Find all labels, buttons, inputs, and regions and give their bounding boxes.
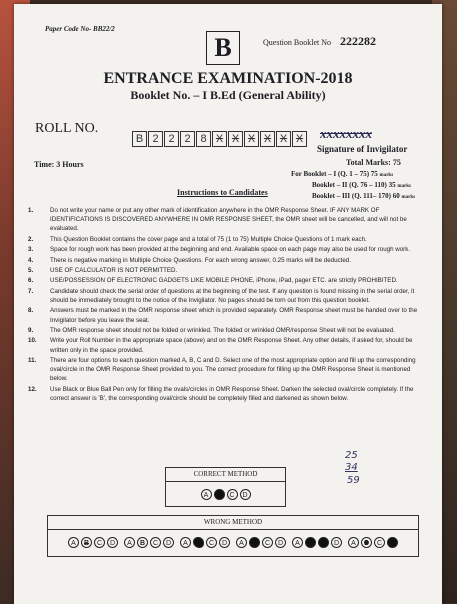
- omr-bubble: C: [150, 537, 161, 548]
- omr-bubble: C: [206, 537, 217, 548]
- roll-digit-box: 2: [164, 131, 179, 147]
- omr-bubble: D: [275, 537, 286, 548]
- handwritten-number: 59: [347, 475, 360, 486]
- omr-bubble: D: [219, 537, 230, 548]
- question-booklet-number: 222282: [340, 34, 376, 48]
- omr-bubble-filled: B: [214, 489, 225, 500]
- total-marks: Total Marks: 75: [346, 158, 401, 167]
- omr-bubble-filled: D: [387, 537, 398, 548]
- instruction-item: 6. USE/POSSESSION OF ELECTRONIC GADGETS LIKE MOBILE PHONE, iPhone, iPad, pager ETC. are strictly PROHIBITED.: [28, 277, 398, 285]
- instruction-item: 12. Use Black or Blue Ball Pen only for filling the ovals/circles in OMR Response Sheet. Darken the selected oval/circle completely. If the correct answer is 'B', the corresponding oval/circle should be completely filled and darkened as shown below.: [28, 385, 414, 402]
- omr-bubble: A: [180, 537, 191, 548]
- omr-bubble-filled: B: [305, 537, 316, 548]
- omr-bubble: D: [331, 537, 342, 548]
- exam-booklet-cover: [14, 4, 442, 604]
- roll-digit-box: X: [244, 131, 259, 147]
- omr-bubble-filled: C: [318, 537, 329, 548]
- omr-bubble-ticked: B: [137, 537, 148, 548]
- omr-bubble-partial: B: [361, 537, 372, 548]
- instructions-heading: Instructions to Candidates: [177, 188, 268, 197]
- roll-digit-box: 2: [180, 131, 195, 147]
- omr-bubble: C: [227, 489, 238, 500]
- wrong-method-label: WRONG METHOD: [48, 516, 418, 530]
- roll-digit-box: X: [292, 131, 307, 147]
- omr-bubble: D: [240, 489, 251, 500]
- handwritten-number: 25: [345, 450, 358, 461]
- exam-time: Time: 3 Hours: [34, 160, 84, 169]
- wrong-method-box: [47, 515, 419, 557]
- omr-bubble-crossed: B: [81, 537, 92, 548]
- instruction-item: 3. Space for rough work has been provided at the beginning and end. Available space on each page may also be used for rough work.: [28, 246, 411, 254]
- instruction-item: 5. USE OF CALCULATOR IS NOT PERMITTED.: [28, 266, 178, 274]
- roll-digit-box: B: [132, 131, 147, 147]
- booklet-letter-box: B: [206, 31, 240, 65]
- question-booklet-label: Question Booklet No: [263, 38, 331, 47]
- omr-bubble: A: [292, 537, 303, 548]
- wrong-method-bubbles: [48, 530, 418, 555]
- omr-bubble: C: [94, 537, 105, 548]
- omr-bubble: D: [107, 537, 118, 548]
- exam-title: ENTRANCE EXAMINATION-2018: [103, 70, 353, 87]
- roll-digit-box: X: [228, 131, 243, 147]
- omr-bubble-overfilled: B: [193, 537, 204, 548]
- instruction-item: 9. The OMR response sheet should not be folded or wrinkled. The folded or wrinkled OMR/response Sheet will not be evaluated.: [28, 326, 395, 334]
- roll-digit-box: X: [212, 131, 227, 147]
- omr-bubble: A: [201, 489, 212, 500]
- omr-bubble: D: [163, 537, 174, 548]
- instruction-item: 10. Write your Roll Number in the appropriate space (above) and on the OMR Response Sheet. Any other details, if asked for, should be written only in the space provided.: [28, 337, 413, 354]
- roll-digit-box: 8: [196, 131, 211, 147]
- omr-bubble: C: [262, 537, 273, 548]
- roll-number-boxes: [132, 131, 308, 147]
- instruction-item: 11. There are four options to each question marked A, B, C and D. Select one of the most appropriate option and fill up the corresponding oval/circle in the OMR Response Sheet provided to you. The correct procedure for filling up the OMR Response Sheet is mentioned below.: [28, 356, 416, 383]
- omr-bubble: C: [374, 537, 385, 548]
- instruction-item: 2. This Question Booklet contains the cover page and a total of 75 (1 to 75) Multiple Choice Questions of 1 mark each.: [28, 235, 367, 243]
- paper-code: Paper Code No- BB22/2: [45, 25, 115, 33]
- roll-number-label: ROLL NO.: [35, 121, 99, 136]
- omr-bubble: A: [236, 537, 247, 548]
- roll-digit-box: 2: [148, 131, 163, 147]
- invigilator-signature: xxxxxxxx: [320, 126, 372, 141]
- roll-digit-box: X: [276, 131, 291, 147]
- handwritten-number: 34: [345, 462, 358, 473]
- omr-bubble-filled: B: [249, 537, 260, 548]
- instruction-item: 1. Do not write your name or put any other mark of identification anywhere in the OMR Response Sheet. IF ANY MARK OF IDENTIFICATIONS IS DISCOVERED ANYWHERE IN OMR RESPONSE SHEET, the OMR sheet will be cancelled, and will not be evaluated.: [28, 207, 407, 233]
- instruction-item: 4. There is negative marking in Multiple Choice Questions. For each wrong answer, 0.25 marks will be deducted.: [28, 256, 351, 264]
- booklet-marks-line: Booklet – III (Q. 111– 170) 60 marks: [312, 192, 416, 200]
- omr-bubble: A: [68, 537, 79, 548]
- omr-bubble: A: [124, 537, 135, 548]
- correct-method-label: CORRECT METHOD: [166, 468, 285, 482]
- correct-method-bubbles: [166, 482, 285, 507]
- exam-subtitle: Booklet No. – I B.Ed (General Ability): [130, 88, 326, 102]
- instructions-list: [26, 206, 426, 404]
- signature-label: Signature of Invigilator: [317, 144, 408, 154]
- instruction-item: 7. Candidate should check the serial order of questions at the beginning of the test. If any question is found missing in the serial order, it should be immediately brought to the notice of the Invigilator. No pages should be torn out from this question booklet.: [28, 287, 415, 304]
- booklet-marks-line: For Booklet – I (Q. 1 – 75) 75 marks: [291, 170, 394, 178]
- roll-digit-box: X: [260, 131, 275, 147]
- omr-bubble: A: [348, 537, 359, 548]
- correct-method-box: [165, 467, 286, 507]
- instruction-item: 8. Answers must be marked in the OMR response sheet which is provided separately. OMR Response sheet must be handed over to the Invigilator before you leave the seat.: [28, 307, 418, 324]
- booklet-marks-line: Booklet – II (Q. 76 – 110) 35 marks: [312, 181, 411, 189]
